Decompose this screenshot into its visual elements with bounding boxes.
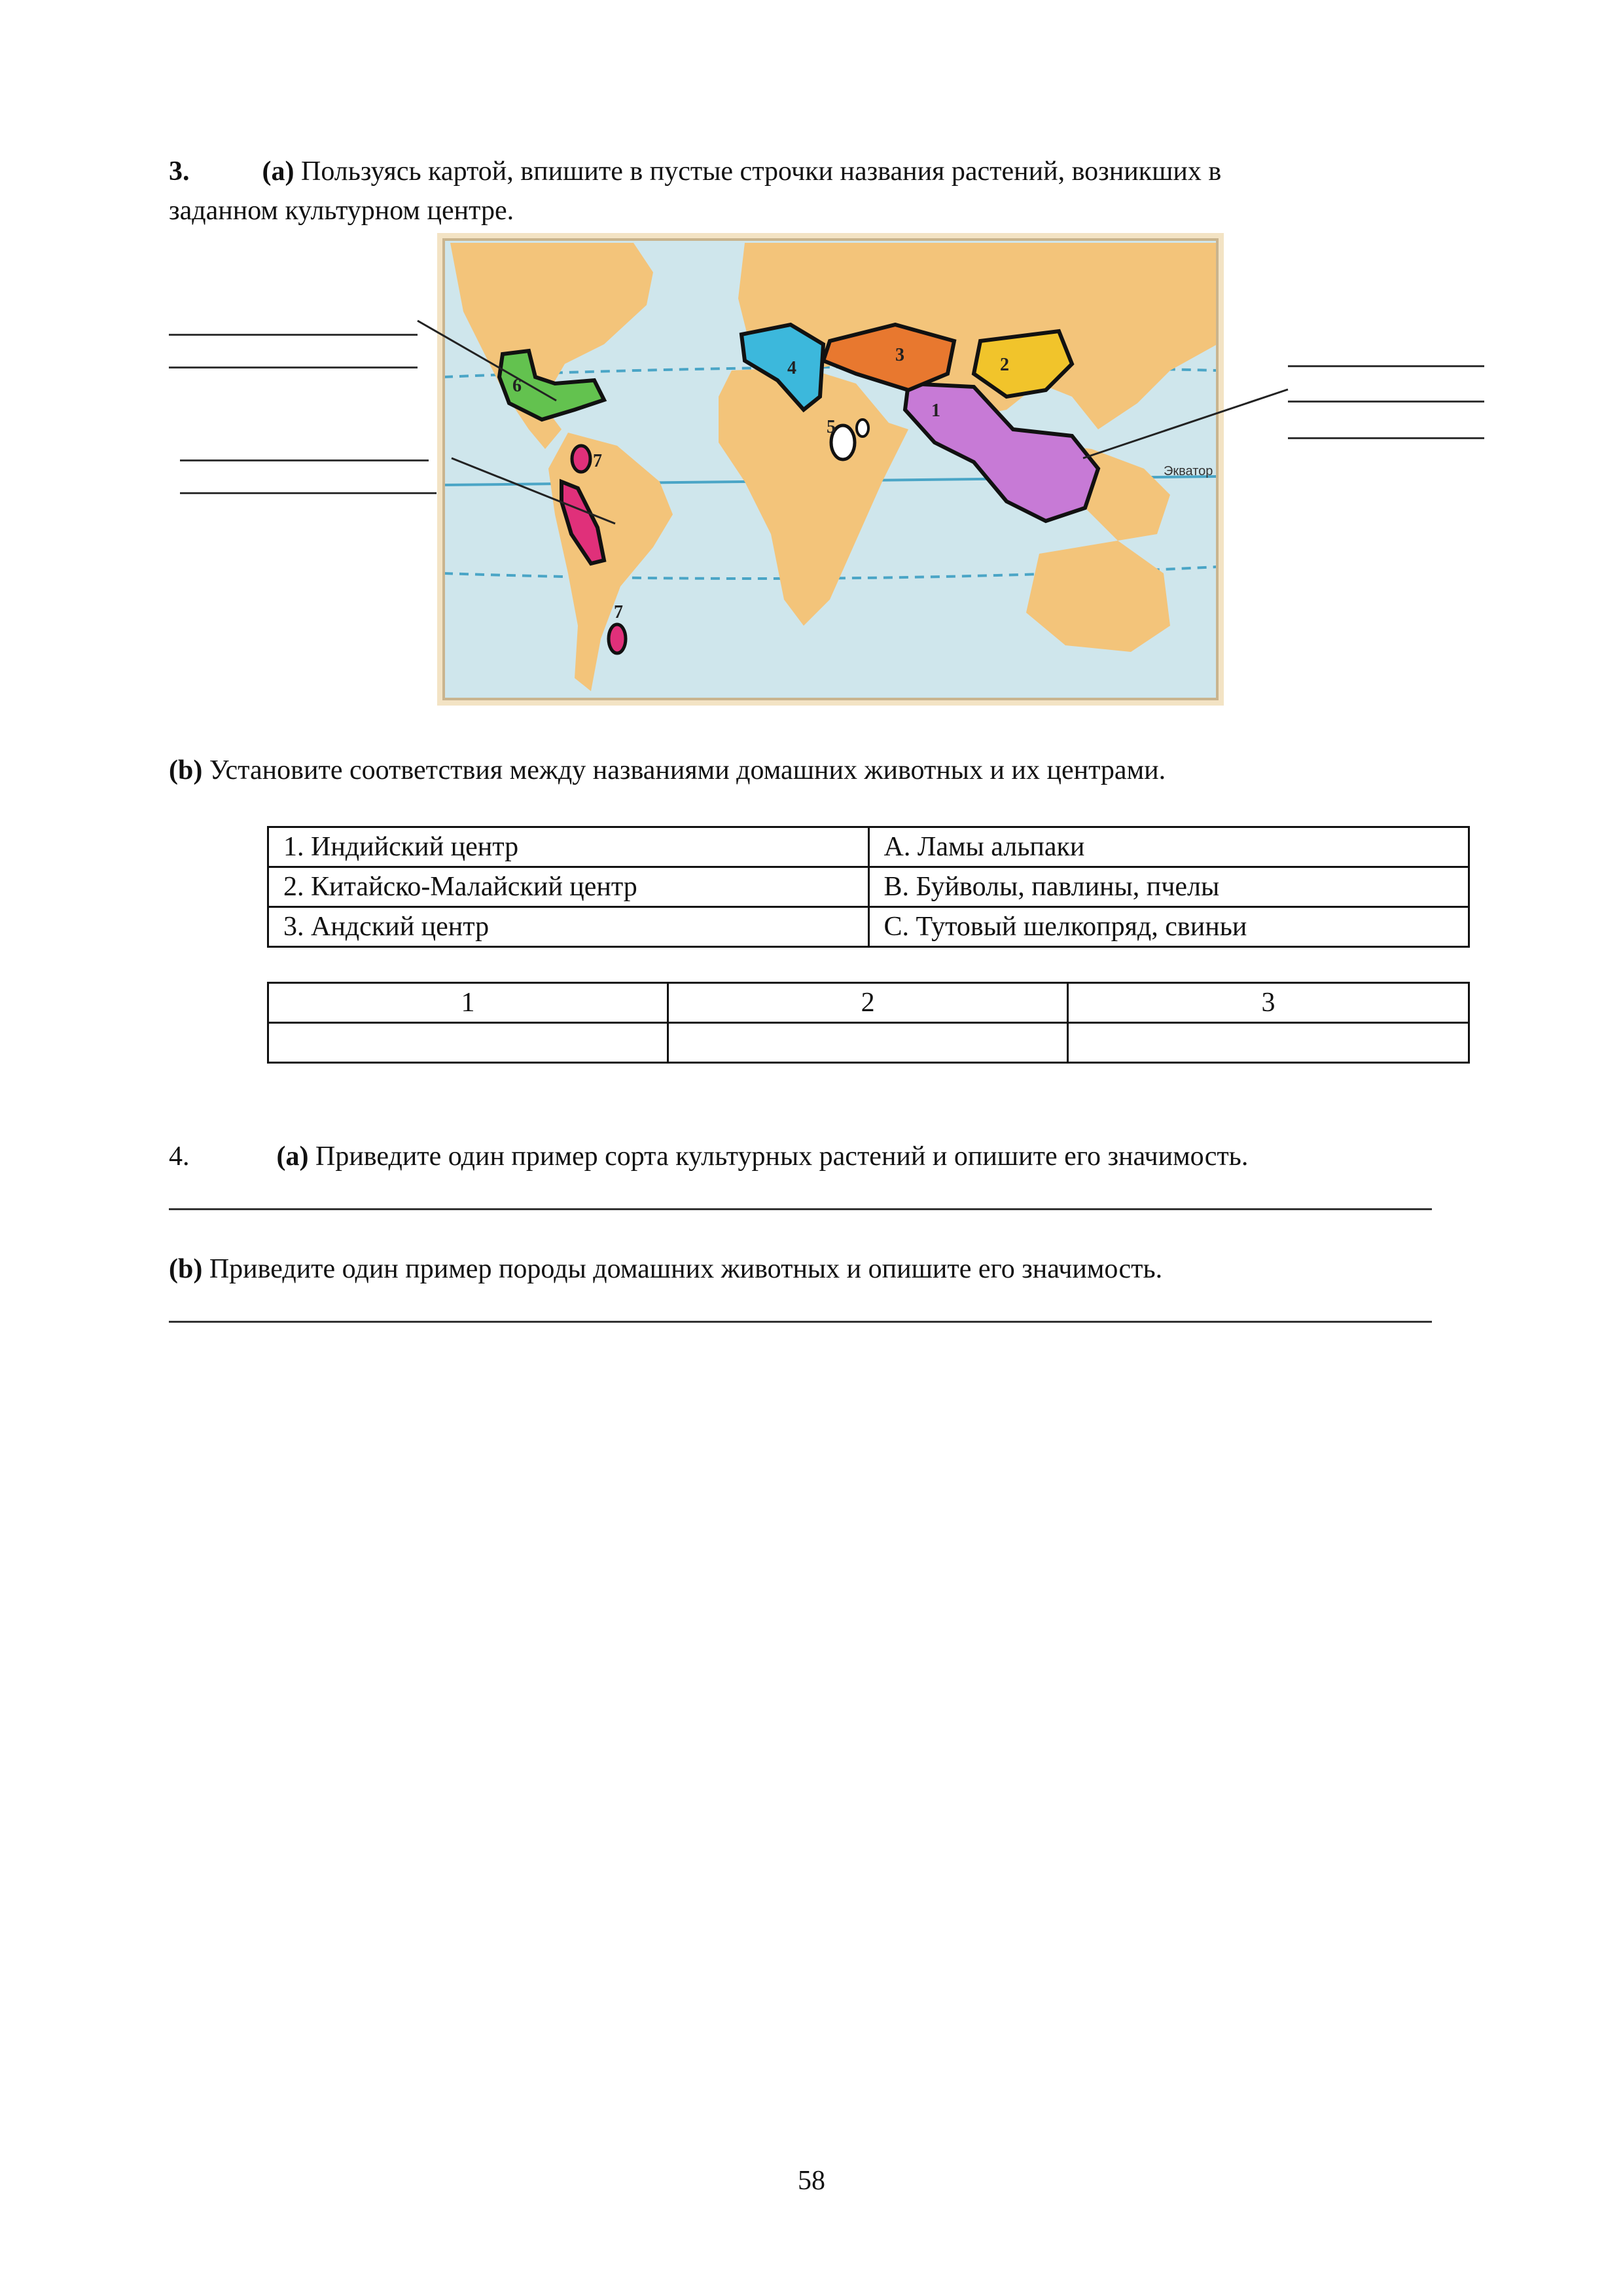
region-number-label: 1: [931, 401, 940, 421]
question-text: Пользуясь картой, впишите в пустые строчки названия растений, возникших в: [300, 156, 1222, 187]
table-cell: 2. Китайско-Малайский центр: [268, 867, 869, 907]
table-cell: 3. Андский центр: [268, 907, 869, 947]
answer-header: 2: [668, 983, 1068, 1023]
question-4-heading: [169, 1139, 1248, 1175]
question-text: Приведите один пример породы домашних животных и опишите его значимость.: [209, 1254, 1163, 1284]
region-number-label: 6: [512, 376, 522, 396]
question-text: Установите соответствия между названиями домашних животных и их центрами.: [209, 755, 1166, 785]
matching-table: [267, 826, 1470, 948]
table-row: [268, 907, 1469, 947]
answer-cell[interactable]: [668, 1023, 1068, 1063]
leader-lines: [0, 0, 1623, 720]
leader-line: [452, 458, 615, 524]
part-label: (a): [262, 156, 294, 187]
leader-line: [1083, 389, 1288, 458]
question-3b: [169, 753, 1166, 789]
region-number-label: 7: [593, 451, 602, 471]
page-number: 58: [798, 2166, 825, 2196]
answer-header: 3: [1068, 983, 1469, 1023]
part-label: (a): [276, 1141, 309, 1172]
question-4b: [169, 1251, 1162, 1287]
question-text: Приведите один пример сорта культурных растений и опишите его значимость.: [315, 1141, 1249, 1172]
table-cell: C. Тутовый шелкопряд, свиньи: [868, 907, 1469, 947]
region-number-label: 4: [787, 358, 796, 378]
answer-table: [267, 982, 1470, 1064]
region-number-label: 5: [827, 417, 836, 437]
table-cell: B. Буйволы, павлины, пчелы: [868, 867, 1469, 907]
equator-label: Экватор: [1164, 464, 1213, 478]
answer-line[interactable]: [169, 1321, 1432, 1323]
answer-cell[interactable]: [268, 1023, 668, 1063]
question-number: 4.: [169, 1141, 190, 1172]
question-number: 3.: [169, 156, 190, 187]
table-cell: 1. Индийский центр: [268, 827, 869, 867]
region-number-label: 3: [895, 345, 904, 365]
part-label: (b): [169, 755, 203, 785]
answer-header: 1: [268, 983, 668, 1023]
question-text-continued: заданном культурном центре.: [169, 196, 514, 226]
table-row: [268, 867, 1469, 907]
leader-line: [418, 321, 556, 401]
answer-cell[interactable]: [1068, 1023, 1469, 1063]
answer-line[interactable]: [169, 1208, 1432, 1210]
table-row: [268, 827, 1469, 867]
region-number-label: 2: [1000, 355, 1009, 375]
table-row: [268, 983, 1469, 1023]
region-number-label: 7: [614, 602, 623, 622]
table-row: [268, 1023, 1469, 1063]
part-label: (b): [169, 1254, 203, 1284]
table-cell: A. Ламы альпаки: [868, 827, 1469, 867]
